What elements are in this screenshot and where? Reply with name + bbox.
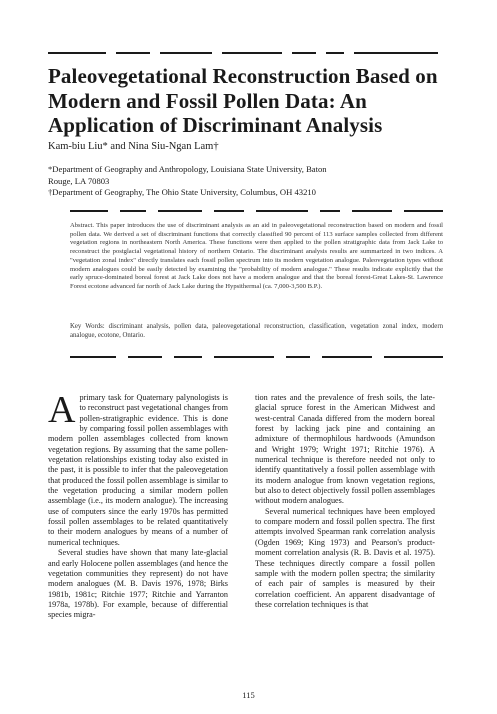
affiliation-line: Rouge, LA 70803 bbox=[48, 175, 110, 186]
abstract-top-rule bbox=[70, 210, 443, 212]
abstract-bottom-rule bbox=[70, 356, 443, 358]
affiliation-line: †Department of Geography, The Ohio State University, Columbus, OH 43210 bbox=[48, 187, 316, 197]
body-paragraph bbox=[48, 389, 228, 548]
title-line: Application of Discriminant Analysis bbox=[48, 113, 383, 137]
body-paragraph: tion rates and the prevalence of fresh soils, the late-glacial spruce forest in the American Midwest and west-central Canada differed from the modern boreal forest by lacking jack pine and containing an admixture of thermophilous hardwoods (Amundson and Wright 1979; Wright 1971; Ritchie 1976). A numerical technique is therefore needed not only to identify quantitatively a fossil pollen assemblage with its modern analogue from known vegetation regions, but also to detect objectively fossil pollen assemblages without modern analogues. bbox=[255, 393, 435, 506]
author-affiliations bbox=[48, 164, 443, 199]
body-column-left bbox=[48, 389, 228, 621]
title-line: Paleovegetational Reconstruction Based on bbox=[48, 64, 438, 88]
title-line: Modern and Fossil Pollen Data: An bbox=[48, 88, 367, 113]
affiliation-line: *Department of Geography and Anthropology, Louisiana State University, Baton bbox=[48, 164, 327, 174]
body-paragraph: Several studies have shown that many late-glacial and early Holocene pollen assemblages (and hence the vegetation communities they represent) do not have modern analogues (M. B. Davis 1976, 1978; Birks 1981b, 1981c; Ritchie 1977; Ritchie and Yarranton 1978a, 1978b). For example, because of differential species migra- bbox=[48, 548, 228, 620]
article-title bbox=[48, 64, 448, 138]
abstract-text: Abstract. This paper introduces the use of discriminant analysis as an aid in paleovegetational reconstruction based on modern and fossil pollen data. We derived a set of discriminant functions that correctly classified 90 percent of 113 surface samples collected from different vegetation regions in northeastern North America. These functions were then applied to the pollen stratigraphic data from Jack Lake to reconstruct the postglacial vegetational history of northern Ontario. The discriminant analysis results are summarized in two indices. A "vegetation zonal index" directly translates each fossil pollen spectrum into its modern vegetation analogue. Paleovegetation types without modern analogues could be easily detected by examining the "probability of modern analogue." These results indicate explicitly that the early spruce-dominated boreal forest at Jack Lake does not have a modern analogue and that the boreal forest-Great Lakes-St. Lawrence Forest ecotone advanced far north of Jack Lake during the Hypsithermal (ca. 7,000-3,500 B.P.). bbox=[70, 222, 443, 290]
drop-cap: A bbox=[48, 389, 76, 431]
keywords-text: Key Words: discriminant analysis, pollen data, paleovegetational reconstruction, classification, vegetation zonal index, modern analogue, ecotone, Ontario. bbox=[70, 323, 443, 339]
body-column-right bbox=[255, 393, 435, 610]
body-paragraph: Several numerical techniques have been employed to compare modern and fossil pollen spectra. The first attempts involved Spearman rank correlation analysis (Ogden 1969; King 1973) and Pearson's product-moment correlation analysis (R. B. Davis et al. 1975). These techniques directly compare a fossil pollen sample with the modern pollen spectra; the similarity of each pair of samples is measured by their correlation coefficient. An apparent disadvantage of these correlation techniques is that bbox=[255, 506, 435, 609]
page-number: 115 bbox=[242, 690, 255, 700]
paragraph-text: primary task for Quaternary palynologists is to reconstruct past vegetational changes from pollen-stratigraphic evidence. This is done by comparing fossil pollen assemblages with modern pollen assemblages collected from known vegetation regions. By assuming that the same pollen-vegetation relationships existing today also existed in the past, it is possible to infer that the paleovegetation that produced the fossil pollen assemblage is similar to the vegetation producing a similar modern pollen assemblage (i.e., its modern analogue). The increasing use of computers since the early 1970s has permitted fossil pollen assemblages to be related quantitatively to their modern analogues by means of a number of numerical techniques. bbox=[48, 393, 228, 547]
header-rule bbox=[48, 52, 438, 54]
author-names: Kam-biu Liu* and Nina Siu-Ngan Lam† bbox=[48, 141, 219, 152]
